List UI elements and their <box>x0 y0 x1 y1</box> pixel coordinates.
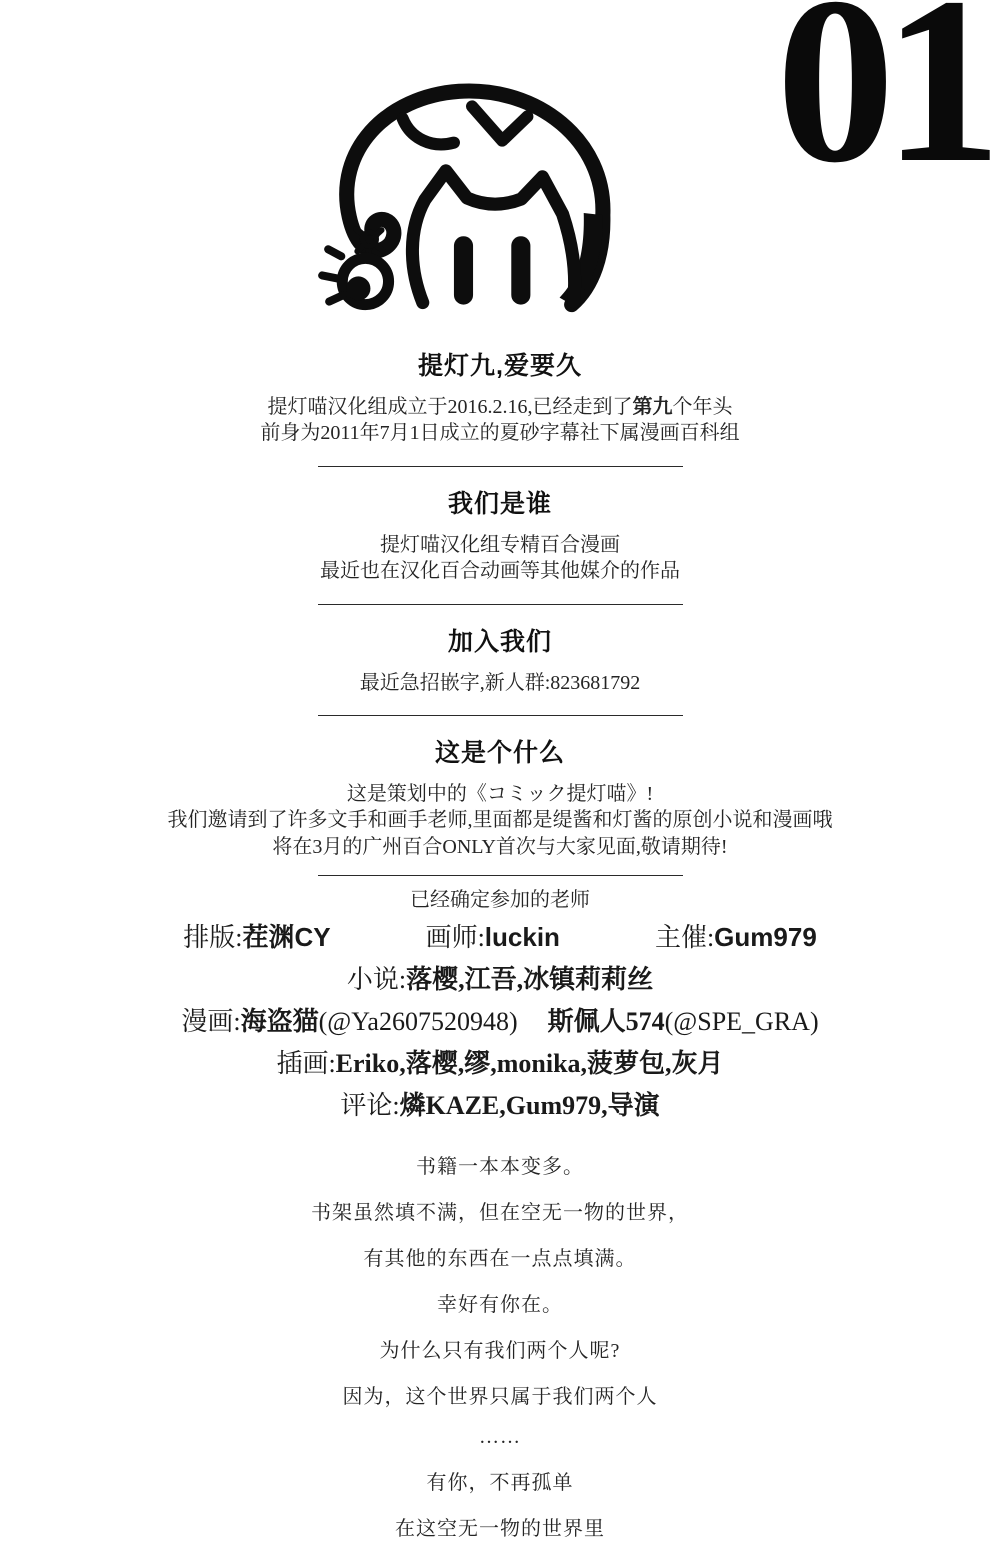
divider <box>318 604 683 605</box>
page-content <box>0 346 1000 1558</box>
poem-line: 有你，不再孤单 <box>426 1472 574 1495</box>
what-is-this-line-2: 我们邀请到了许多文手和画手老师,里面都是缇酱和灯酱的原创小说和漫画哦 <box>167 809 833 832</box>
credit-row-illustration: 插画:Eriko,落樱,缪,monika,菠萝包,灰月 <box>276 1049 724 1079</box>
credit-organizer: 主催:Gum979 <box>654 922 817 953</box>
section-join-us <box>0 622 1000 696</box>
section-join-us-title: 加入我们 <box>447 627 552 656</box>
section-who-we-are <box>0 484 1000 585</box>
poem-line: 有其他的东西在一点点填满。 <box>363 1248 637 1271</box>
credit-row-main <box>0 917 1000 954</box>
credit-row-comment: 评论:燐KAZE,Gum979,导演 <box>340 1091 660 1121</box>
who-we-are-line-2: 最近也在汉化百合动画等其他媒介的作品 <box>320 560 680 583</box>
section-what-is-this <box>0 733 1000 860</box>
section-poem <box>0 1150 1000 1541</box>
poem-ellipsis: …… <box>479 1426 521 1449</box>
poem-line: 为什么只有我们两个人呢? <box>379 1340 621 1363</box>
credits-heading: 已经确定参加的老师 <box>410 889 590 912</box>
divider <box>318 875 683 876</box>
section-anniversary-title: 提灯九,爱要久 <box>418 352 582 380</box>
credit-row-novel: 小说:落樱,江吾,冰镇莉莉丝 <box>346 965 654 995</box>
page-number: 01 <box>776 0 990 212</box>
section-what-is-this-title: 这是个什么 <box>434 738 565 767</box>
join-us-line-1: 最近急招嵌字,新人群:823681792 <box>359 671 641 694</box>
anniversary-line-1: 提灯喵汉化组成立于2016.2.16,已经走到了第九个年头 <box>267 396 733 418</box>
cat-lantern-logo-icon <box>298 78 630 330</box>
who-we-are-line-1: 提灯喵汉化组专精百合漫画 <box>380 533 620 556</box>
poem-line: 书籍一本本变多。 <box>416 1156 584 1179</box>
poem-line: 在这空无一物的世界里 <box>395 1518 605 1541</box>
section-credits <box>0 883 1000 1122</box>
poem-line: 幸好有你在。 <box>437 1294 563 1317</box>
section-who-we-are-title: 我们是谁 <box>447 489 552 518</box>
what-is-this-line-3: 将在3月的广州百合ONLY首次与大家见面,敬请期待! <box>272 835 728 858</box>
anniversary-line-2: 前身为2011年7月1日成立的夏砂字幕社下属漫画百科组 <box>260 422 740 445</box>
divider <box>318 466 683 467</box>
section-anniversary <box>0 346 1000 447</box>
credit-row-manga: 漫画:海盗猫(@Ya2607520948) 斯佩人574(@SPE_GRA) <box>181 1007 819 1037</box>
poem-line: 因为，这个世界只属于我们两个人 <box>342 1386 658 1409</box>
credit-typesetting: 排版:茬渊CY <box>183 922 331 953</box>
divider <box>318 715 683 716</box>
poem-line: 书架虽然填不满，但在空无一物的世界， <box>311 1202 689 1225</box>
what-is-this-line-1: 这是策划中的《コミック提灯喵》! <box>346 782 654 805</box>
credit-artist: 画师:luckin <box>425 922 560 953</box>
